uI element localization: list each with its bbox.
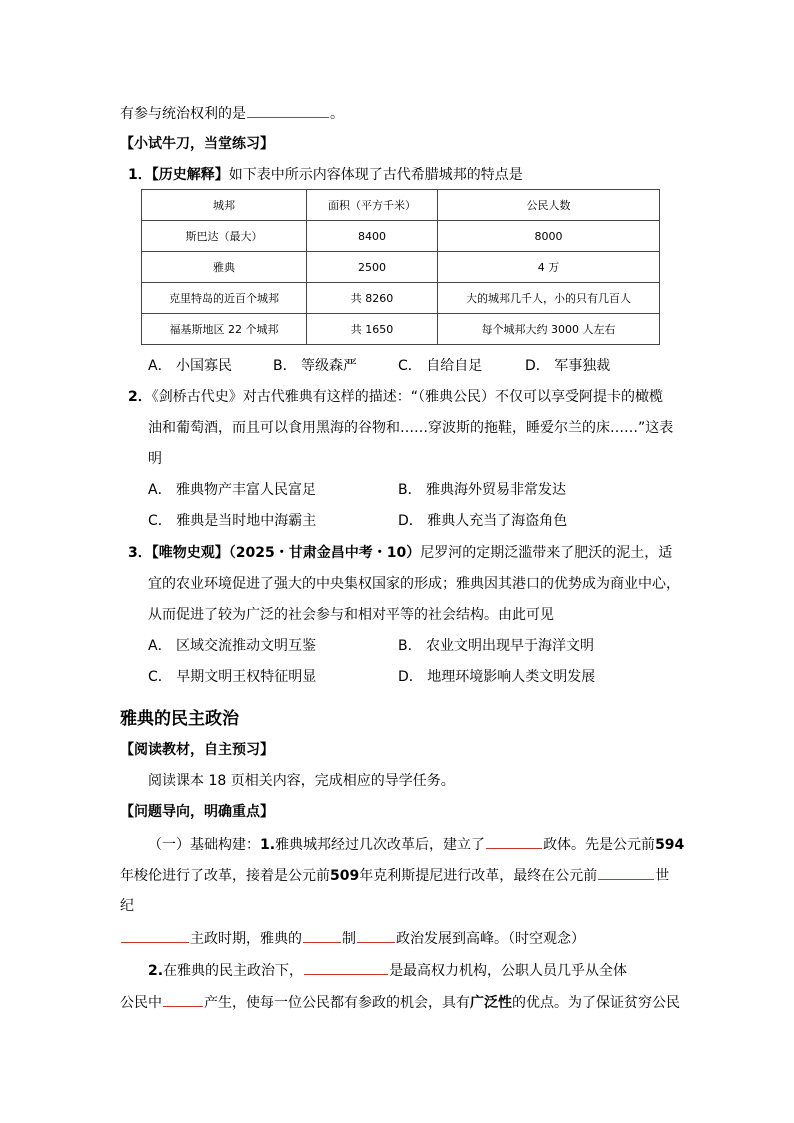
answer-blank[interactable] [303,928,341,943]
table-row [142,283,660,314]
practice-header: 【小试牛刀，当堂练习】 [120,136,274,152]
table-cell: 雅典 [142,252,307,283]
table-row [142,221,660,252]
option-b[interactable]: B． 等级森严 [273,358,358,374]
question-tag: 【唯物史观】 [151,545,229,561]
p1-line-3: 纪 [120,898,134,914]
table-cell: 共 8260 [307,283,438,314]
table-cell: 克里特岛的近百个城邦 [142,283,307,314]
option-c[interactable]: C． 雅典是当时地中海霸主 [148,513,317,529]
section-title: 雅典的民主政治 [120,709,239,729]
p2-line-1: 2.在雅典的民主政治下， 是最高权力机构，公职人员几乎从全体 [148,960,627,981]
table-header: 公民人数 [438,190,660,221]
table-cell: 4 万 [438,252,660,283]
answer-blank[interactable] [357,928,395,943]
table-cell: 2500 [307,252,438,283]
table-cell: 每个城邦大约 3000 人左右 [438,314,660,345]
option-d[interactable]: D． 地理环境影响人类文明发展 [398,669,596,685]
question-2-line: 油和葡萄酒，而且可以食用黑海的谷物和……穿波斯的拖鞋，睡爱尔兰的床……”这表 [148,420,674,436]
option-c[interactable]: C． 早期文明王权特征明显 [148,669,317,685]
q1-options [148,356,668,376]
table-row [142,314,660,345]
table-cell: 福基斯地区 22 个城邦 [142,314,307,345]
answer-blank[interactable] [247,103,329,118]
table-cell: 斯巴达（最大） [142,221,307,252]
question-source: （2025・甘肃金昌中考・10） [228,545,421,561]
question-3: 3．【唯物史观】（2025・甘肃金昌中考・10）尼罗河的定期泛滥带来了肥沃的泥土，适 [128,545,673,561]
question-3-line: 宜的农业环境促进了强大的中央集权国家的形成；雅典因其港口的优势成为商业中心， [148,576,680,592]
answer-blank[interactable] [304,960,388,975]
p1-line-4: 主政时期，雅典的 制 政治发展到高峰。（时空观念） [120,928,585,949]
option-b[interactable]: B． 雅典海外贸易非常发达 [398,482,567,498]
p1-line-2: 年梭伦进行了改革，接着是公元前509年克利斯提尼进行改革，最终在公元前 世 [120,865,669,886]
reading-header: 【阅读教材，自主预习】 [120,742,274,758]
reading-text: 阅读课本 18 页相关内容，完成相应的导学任务。 [148,773,455,789]
option-d[interactable]: D． 军事独裁 [525,358,611,374]
option-a[interactable]: A． 区域交流推动文明互鉴 [148,638,317,654]
table-cell: 大的城邦几千人，小的只有几百人 [438,283,660,314]
option-a[interactable]: A． 小国寡民 [148,358,233,374]
question-1: 1．【历史解释】如下表中所示内容体现了古代希腊城邦的特点是 [128,167,523,183]
intro-line: 有参与统治权利的是 。 [120,103,344,124]
question-2-line: 明 [148,451,162,467]
table-header-row [142,190,660,221]
p1-line-1: （一）基础构建：1.雅典城邦经过几次改革后，建立了 政体。先是公元前594 [148,834,684,855]
table-cell: 8000 [438,221,660,252]
q2-options [148,480,668,532]
p2-line-2: 公民中 产生，使每一位公民都有参政的机会，具有广泛性的优点。为了保证贫穷公民 [120,992,680,1013]
option-d[interactable]: D． 雅典人充当了海盗角色 [398,513,568,529]
option-c[interactable]: C． 自给自足 [398,358,483,374]
answer-blank[interactable] [163,992,203,1007]
table-header: 城邦 [142,190,307,221]
answer-blank[interactable] [598,865,654,880]
problem-header: 【问题导向，明确重点】 [120,804,274,820]
option-a[interactable]: A． 雅典物产丰富人民富足 [148,482,317,498]
table-cell: 8400 [307,221,438,252]
city-state-table [141,189,660,345]
question-tag: 【历史解释】 [151,167,229,183]
answer-blank[interactable] [121,928,189,943]
question-3-line: 从而促进了较为广泛的社会参与和相对平等的社会结构。由此可见 [148,607,554,623]
question-2: 2．《剑桥古代史》对古代雅典有这样的描述：“（雅典公民）不仅可以享受阿提卡的橄榄 [128,389,664,405]
table-row [142,252,660,283]
table-cell: 共 1650 [307,314,438,345]
answer-blank[interactable] [486,834,542,849]
q3-options [148,636,688,688]
option-b[interactable]: B． 农业文明出现早于海洋文明 [398,638,595,654]
table-header: 面积（平方千米） [307,190,438,221]
